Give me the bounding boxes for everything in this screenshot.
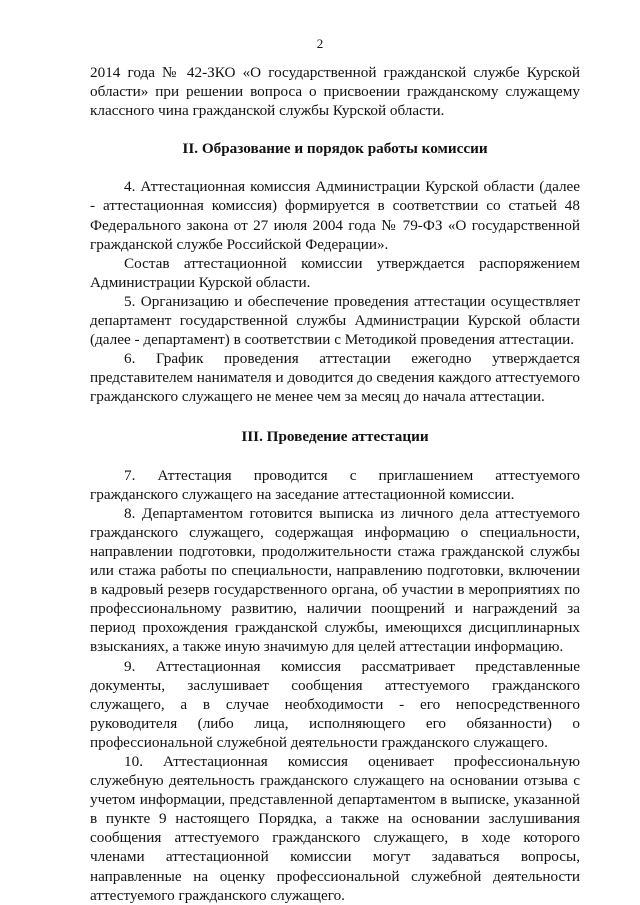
paragraph-6: 6. График проведения аттестации ежегодно утверждается представителем нанимателя и доводится до сведения каждого аттестуемого гражданского служащего не менее чем за месяц до начала аттестации. xyxy=(90,350,580,406)
section-2-title: II. Образование и порядок работы комиссии xyxy=(182,140,488,158)
page-number: 2 xyxy=(316,36,324,51)
intro-paragraph: 2014 года № 42-ЗКО «О государственной гражданской службе Курской области» при решении вопроса о присвоении гражданскому служащему классного чина гражданской службы Курской области. xyxy=(90,64,580,120)
document-body xyxy=(90,63,580,905)
paragraph-5: 5. Организацию и обеспечение проведения аттестации осуществляет департамент государственной службы Администрации Курской области (далее - департамент) в соответствии с Методикой проведения аттестации. xyxy=(90,292,580,349)
paragraph-10: 10. Аттестационная комиссия оценивает профессиональную служебную деятельность гражданского служащего на основании отзыва с учетом информации, представленной департаментом в выписке, указанной в пункте 9 настоящего Порядка, а также на основании заслушивания сообщения аттестуемого гражданского служащего, в ходе которого членами аттестационной комиссии могут задаваться вопросы, направленные на оценку профессиональной служебной деятельности аттестуемого гражданского служащего. xyxy=(90,753,580,904)
paragraph-7: 7. Аттестация проводится с приглашением аттестуемого гражданского служащего на заседание аттестационной комиссии. xyxy=(90,466,580,503)
paragraph-9: 9. Аттестационная комиссия рассматривает представленные документы, заслушивает сообщения аттестуемого гражданского служащего, а в случае необходимости - его непосредственного руководителя (либо лица, исполняющего его обязанности) о профессиональной служебной деятельности гражданского служащего. xyxy=(90,657,580,751)
paragraph-4: 4. Аттестационная комиссия Администрации Курской области (далее - аттестационная комиссия) формируется в соответствии со статьей 48 Федерального закона от 27 июля 2004 года № 79-ФЗ «О государственной гражданской службе Российской Федерации». xyxy=(90,178,580,253)
paragraph-commission-composition: Состав аттестационной комиссии утверждается распоряжением Администрации Курской области. xyxy=(90,254,580,291)
section-3-title: III. Проведение аттестации xyxy=(241,427,429,445)
paragraph-8: 8. Департаментом готовится выписка из личного дела аттестуемого гражданского служащего, содержащая информацию о специальности, направлении подготовки, продолжительности стажа гражданской службы или стажа работы по специальности, направлению подготовки, включении в кадровый резерв государственного органа, об участии в мероприятиях по профессиональному развитию, наличии поощрений и награждений за период прохождения гражданской службы, имеющихся дисциплинарных взысканиях, а также иную значимую для целей аттестации информацию. xyxy=(90,504,580,656)
